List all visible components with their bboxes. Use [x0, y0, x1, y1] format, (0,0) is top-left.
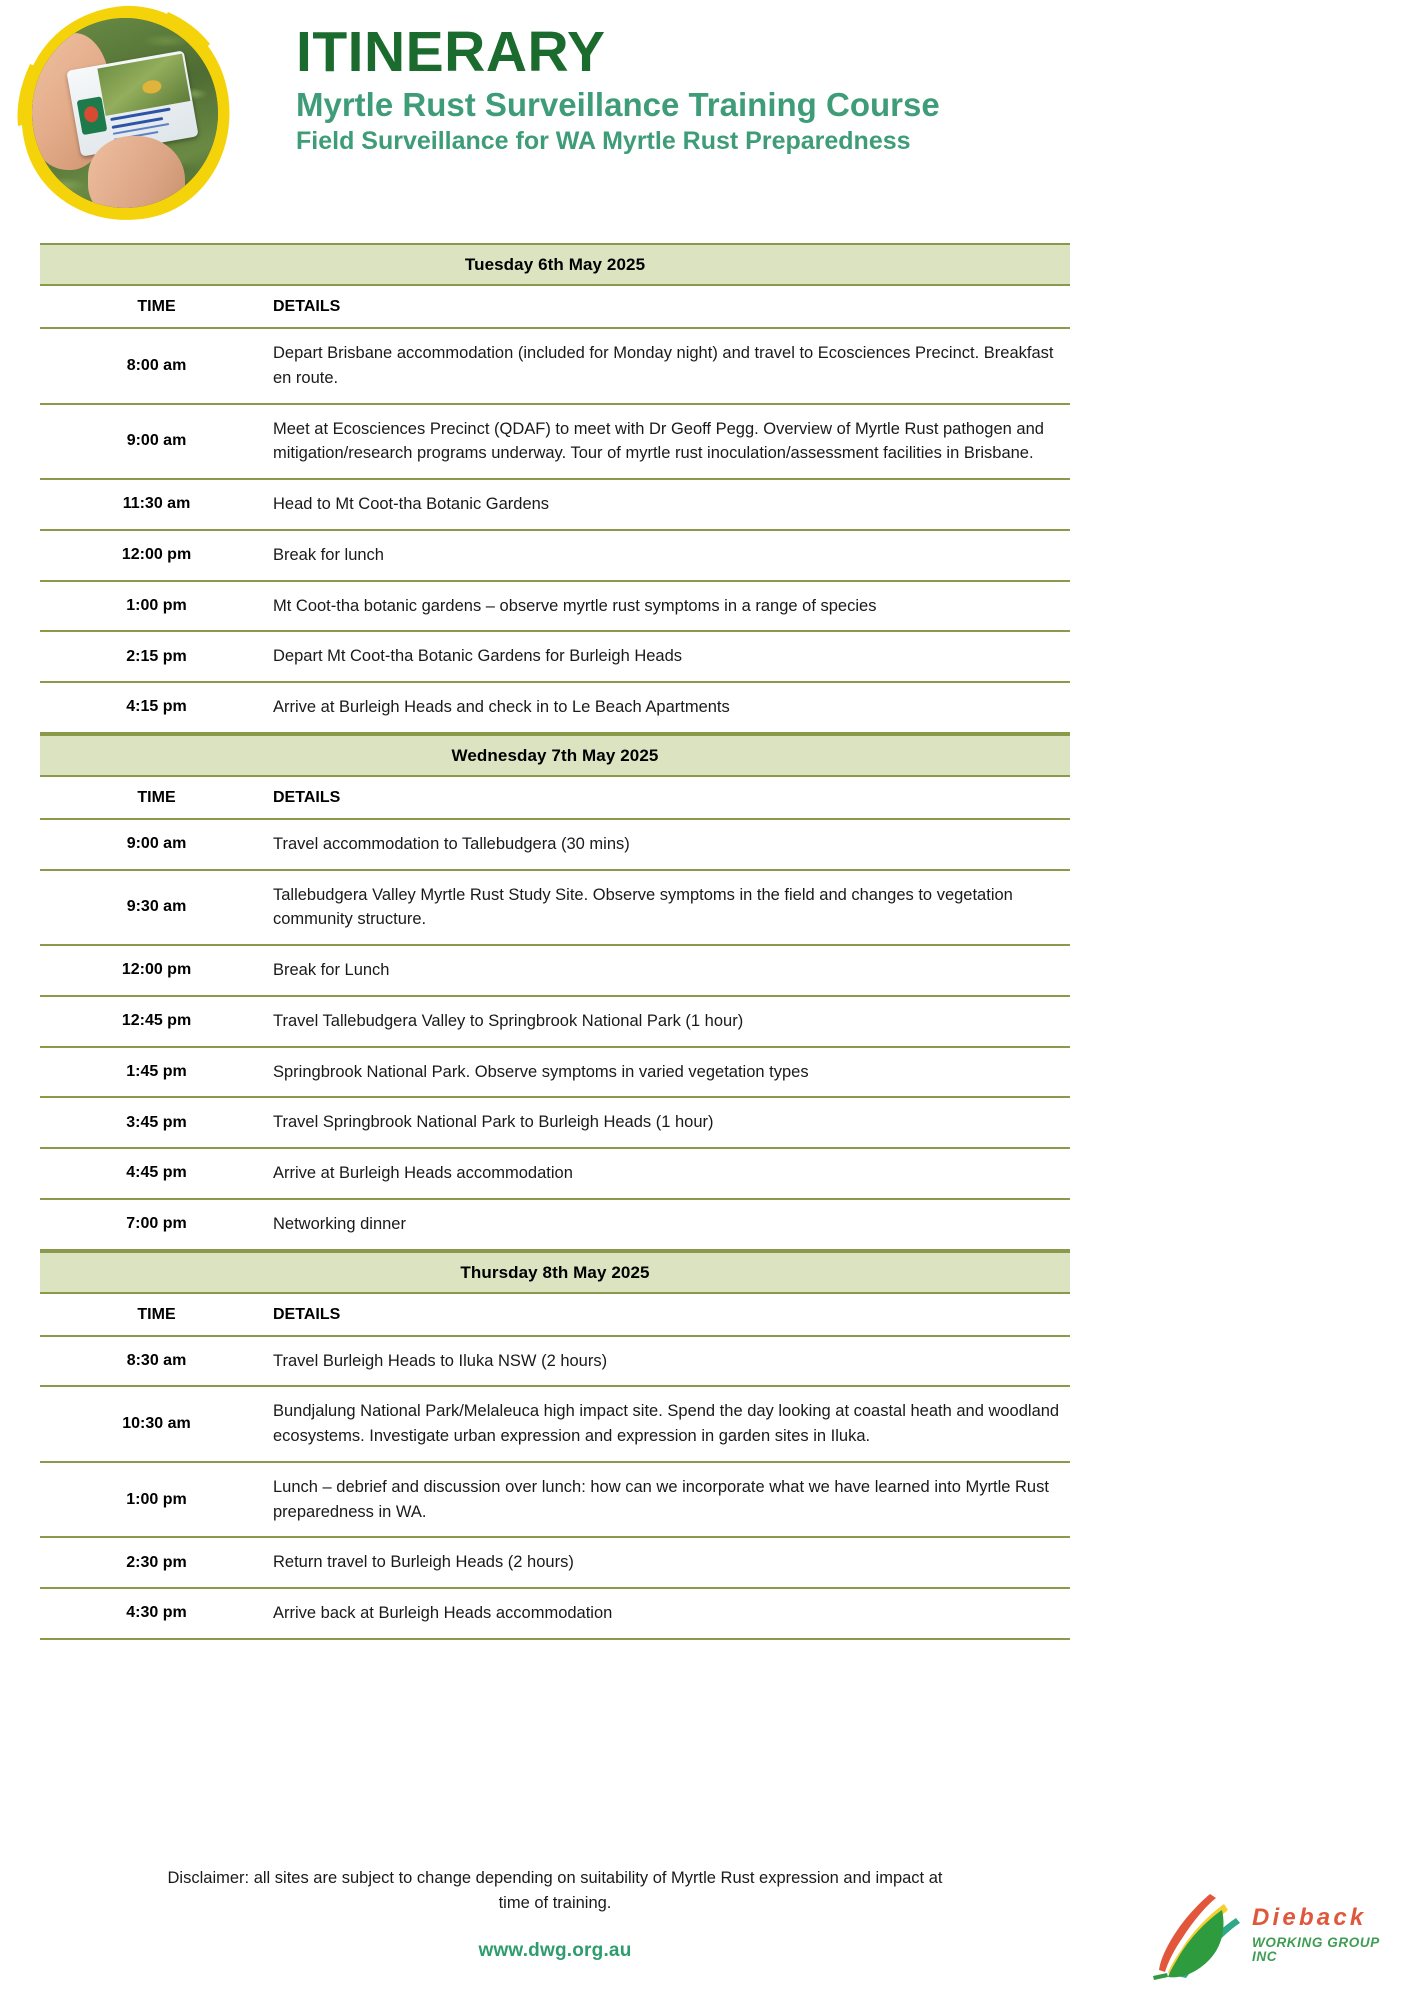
website-url[interactable]: www.dwg.org.au [478, 1940, 632, 1962]
column-header-details: DETAILS [273, 788, 341, 806]
table-row [40, 1538, 1070, 1589]
row-details: Tallebudgera Valley Myrtle Rust Study Site. Observe symptoms in the field and changes to vegetation community structure. [273, 885, 1013, 929]
row-time: 7:00 pm [126, 1215, 187, 1233]
row-time: 9:30 am [126, 898, 187, 916]
table-row [40, 632, 1070, 683]
row-time: 1:45 pm [126, 1062, 187, 1080]
card-leaf-photo [97, 54, 190, 115]
course-tagline: Field Surveillance for WA Myrtle Rust Preparedness [296, 127, 911, 156]
row-details: Arrive back at Burleigh Heads accommodation [273, 1604, 613, 1622]
row-time: 4:45 pm [126, 1164, 187, 1182]
row-time: 12:45 pm [121, 1012, 192, 1030]
row-details: Depart Mt Coot-tha Botanic Gardens for Burleigh Heads [273, 647, 683, 666]
row-details: Travel accommodation to Tallebudgera (30 mins) [273, 834, 630, 853]
row-time: 2:15 pm [126, 647, 187, 665]
table-row [40, 582, 1070, 633]
dieback-working-group-logo [1148, 1888, 1400, 1980]
column-header-time: TIME [137, 788, 176, 806]
row-details: Break for lunch [273, 545, 384, 564]
row-details: Networking dinner [273, 1214, 406, 1233]
column-header-row [40, 1294, 1070, 1337]
table-row [40, 1337, 1070, 1388]
column-header-row [40, 777, 1070, 820]
document-header [0, 0, 1414, 232]
row-details: Meet at Ecosciences Precinct (QDAF) to meet with Dr Geoff Pegg. Overview of Myrtle Rust pathogen and mitigation/research programs underway. Tour of myrtle rust inoculation/assessment facilities in Brisbane. [273, 419, 1044, 463]
myrtle-rust-card-photo [32, 18, 218, 208]
table-row [40, 997, 1070, 1048]
table-row [40, 683, 1070, 734]
row-details: Depart Brisbane accommodation (included for Monday night) and travel to Ecosciences Precinct. Breakfast en route. [273, 344, 1054, 387]
row-time: 9:00 am [126, 432, 187, 450]
row-time: 11:30 am [122, 495, 191, 513]
row-details: Springbrook National Park. Observe symptoms in varied vegetation types [273, 1062, 809, 1081]
column-header-details: DETAILS [273, 1305, 341, 1323]
column-header-details: DETAILS [273, 298, 341, 315]
table-row [40, 1463, 1070, 1539]
row-time: 4:30 pm [126, 1604, 187, 1622]
row-time: 8:30 am [126, 1351, 187, 1369]
row-details: Break for Lunch [273, 961, 390, 979]
table-row [40, 946, 1070, 997]
column-header-time: TIME [137, 1305, 176, 1323]
table-row [40, 1387, 1070, 1463]
table-row [40, 871, 1070, 947]
row-details: Travel Burleigh Heads to Iluka NSW (2 hours) [273, 1351, 608, 1370]
day-header-banner: Thursday 8th May 2025 [40, 1251, 1070, 1294]
row-details: Bundjalung National Park/Melaleuca high impact site. Spend the day looking at coastal heath and woodland ecosystems. Investigate urban expression and expression in garden sites in Iluka. [273, 1402, 1060, 1445]
logo-tagline-text: WORKING GROUP INC [1252, 1935, 1380, 1964]
day-header-banner: Tuesday 6th May 2025 [40, 243, 1070, 286]
row-details: Head to Mt Coot-tha Botanic Gardens [273, 495, 550, 513]
header-photo-badge [8, 2, 240, 224]
table-row [40, 1200, 1070, 1251]
row-details: Lunch – debrief and discussion over lunch: how can we incorporate what we have learned into Myrtle Rust preparedness in WA. [273, 1477, 1049, 1521]
row-details: Travel Springbrook National Park to Burleigh Heads (1 hour) [273, 1113, 714, 1132]
column-header-time: TIME [137, 298, 176, 315]
logo-name-text: Dieback [1252, 1904, 1367, 1931]
row-time: 8:00 am [126, 356, 187, 374]
row-time: 1:00 pm [126, 596, 187, 614]
row-time: 4:15 pm [126, 698, 187, 716]
table-row [40, 1589, 1070, 1640]
row-time: 9:00 am [126, 835, 187, 853]
row-details: Return travel to Burleigh Heads (2 hours) [273, 1553, 574, 1572]
row-details: Travel Tallebudgera Valley to Springbrook National Park (1 hour) [273, 1011, 744, 1030]
itinerary-table [40, 243, 1070, 1640]
table-row [40, 480, 1070, 531]
table-row [40, 329, 1070, 405]
row-details: Mt Coot-tha botanic gardens – observe myrtle rust symptoms in a range of species [273, 596, 877, 615]
column-header-row [40, 286, 1070, 329]
multicolor-leaf-icon [1148, 1888, 1244, 1980]
document-footer [40, 1866, 1070, 1962]
row-details: Arrive at Burleigh Heads and check in to Le Beach Apartments [273, 698, 730, 716]
table-row [40, 820, 1070, 871]
row-time: 10:30 am [122, 1415, 191, 1432]
page-title: ITINERARY [296, 20, 606, 84]
day-header-banner: Wednesday 7th May 2025 [40, 734, 1070, 777]
course-subtitle: Myrtle Rust Surveillance Training Course [296, 86, 940, 124]
table-row [40, 1098, 1070, 1149]
table-row [40, 405, 1070, 481]
table-row [40, 531, 1070, 582]
disclaimer-text: Disclaimer: all sites are subject to change depending on suitability of Myrtle Rust expression and impact at time of training. [167, 1869, 943, 1913]
logo-wordmark [1252, 1906, 1400, 1963]
row-time: 3:45 pm [126, 1113, 187, 1131]
table-row [40, 1048, 1070, 1099]
row-time: 12:00 pm [121, 546, 192, 564]
row-details: Arrive at Burleigh Heads accommodation [273, 1164, 573, 1182]
row-time: 2:30 pm [126, 1553, 187, 1571]
header-title-block [296, 22, 940, 157]
table-row [40, 1149, 1070, 1200]
row-time: 12:00 pm [121, 961, 192, 979]
row-time: 1:00 pm [126, 1490, 187, 1508]
